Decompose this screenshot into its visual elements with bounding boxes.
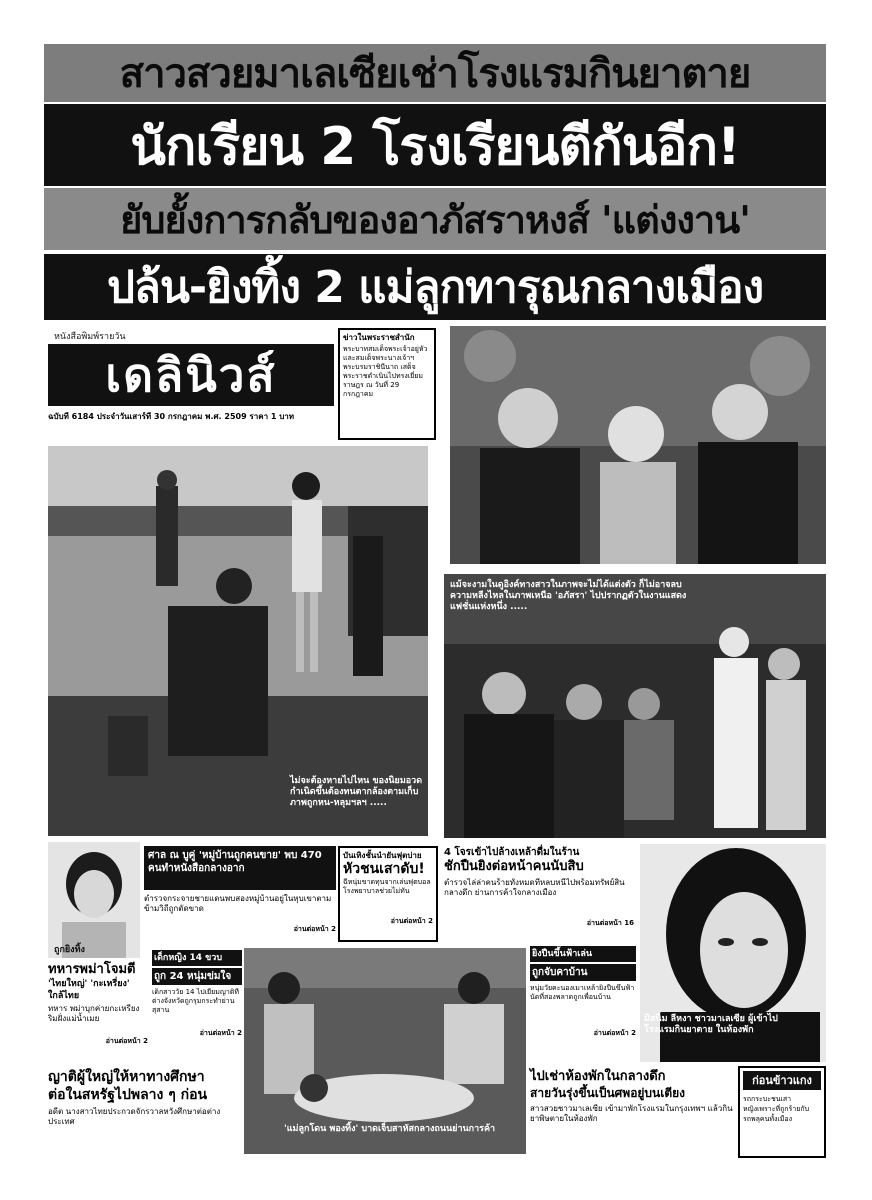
royal-photo [450,326,826,564]
story-soldier-see-more[interactable]: อ่านต่อหน้า 2 [105,1037,148,1045]
story-football-see-more[interactable]: อ่านต่อหน้า 2 [390,917,433,925]
story-soldier-title: ทหารพม่าโจมตี [48,962,136,977]
woman-portrait-caption: ถูกยิงทิ้ง [54,945,85,955]
story-football-title-top: บันเทิงชั้นนำยันฟุตบ่าย [343,851,422,860]
story-hotel-title-1: ไปเช่าห้องพักในกลางดึก [530,1069,666,1084]
fashion-photo-image [444,574,826,838]
story-football [338,846,438,942]
story-hotel-title-2: สายวันรุ่งขึ้นเป็นศพอยู่บนเตียง [530,1086,686,1100]
index-item-3[interactable]: รถพลุคนทั้งเมือง [743,1115,793,1123]
index-item-2[interactable]: หญิงเพราะที่ถูกร้ายกับ [743,1105,810,1113]
story-gun-see-more[interactable]: อ่านต่อหน้า 2 [593,1029,636,1037]
accident-caption: 'แม่ลูกโดน พองทิ้ง' บาดเจ็บสาหัสกลางถนนย่านการค้า [284,1124,496,1134]
headline-1: สาวสวยมาเลเซียเช่าโรงแรมกินยาตาย [44,44,826,102]
masthead-name: เดลินิวส์ [48,344,334,406]
headline-2: นักเรียน 2 โรงเรียนตีกันอีก! [44,104,826,186]
story-education-title-2: ต่อในสหรัฐไปพลาง ๆ ก่อน [48,1087,208,1103]
headline-3: ยับยั้งการกลับของอาภัสราหงส์ 'แต่งงาน' [44,188,826,250]
index-box [738,1066,826,1158]
story-soldier [48,962,148,1062]
malaysian-woman-portrait [640,844,826,1062]
royal-news-title: ข่าวในพระราชสำนัก [343,333,415,342]
story-robbery-title-top: 4 โจรเข้าไปล้างเหล้าดื่มในร้าน [444,847,580,858]
fashion-photo [444,574,826,838]
index-item-1[interactable]: รถกระบะชนเสา [743,1095,792,1103]
story-robbery-title: ชักปืนยิงต่อหน้าคนนับสิบ [444,859,584,874]
story-girl-tag: เด็กหญิง 14 ขวบ [152,950,242,966]
story-gun-title-2: ถูกจับคาบ้าน [530,964,636,981]
woman-portrait-image [48,842,140,958]
story-robbery [444,846,634,942]
story-football-body: ฉี่หนุ่มขาดทุนจากเล่นฟุตบอล โรงพยาบาลช่วยไม่ทัน [343,878,431,895]
fashion-caption: แม้จะงามในดูอิงค์ทางสาวในภาพจะไม่ได้แต่งตัว ก็ไม่อาจลบความหลีงไหลในภาพเหนือ 'อภัสรา' ไปปรากฏตัวในงานแสดงแฟชั่นแห่งหนึ่ง ..... [450,580,687,612]
accident-photo [244,948,526,1154]
story-girl-see-more[interactable]: อ่านต่อหน้า 2 [199,1029,242,1037]
story-hotel-body: สาวสวยชาวมาเลเซีย เข้ามาพักโรงแรมในกรุงเทพฯ แล้วกินยาพิษตายในห้องพัก [530,1104,733,1123]
story-robbery-see-more[interactable]: อ่านต่อหน้า 16 [586,919,634,927]
street-photo [48,446,428,836]
masthead-tagline: หนังสือพิมพ์รายวัน [54,332,126,342]
story-villagers [144,846,336,940]
story-education [48,1068,240,1158]
story-robbery-body: ตำรวจไล่ล่าคนร้ายทั้งหมดที่หลบหนีไปพร้อมทรัพย์สิน กลางดึก ย่านการค้าใจกลางเมือง [444,878,625,897]
story-education-title-1: ญาติผู้ใหญ่ให้หาทางศึกษา [48,1069,205,1085]
masthead-issue-line: ฉบับที่ 6184 ประจำวันเสาร์ที่ 30 กรกฎาคม พ.ศ. 2509 ราคา 1 บาท [48,412,295,421]
woman-portrait [48,842,140,958]
story-education-body: อดีต นางสาวไทยประกวดจักรวาลหวังศึกษาต่อต่างประเทศ [48,1107,221,1126]
royal-news-box [338,328,436,440]
story-hotel [530,1068,734,1158]
story-soldier-body: ทหาร พม่าบุกค่ายกะเหรี่ยง ริมฝั่งแม่น้ำเมย [48,1004,140,1023]
royal-photo-image [450,326,826,564]
story-villagers-title: ศาล ณ บูคู่ 'หมู่บ้านถูกคนขาย' พบ 470 คนทำหนังสือกลางอาก [144,846,336,890]
index-title: ก่อนข้าวแกง [743,1071,821,1090]
story-gun [530,946,636,1062]
story-girl-body: เด็กสาววัย 14 ไปเยี่ยมญาติที่ต่างจังหวัดถูกรุมกระทำย่านสุสาน [152,988,239,1014]
story-football-title: หัวชนเสาดับ! [343,861,425,877]
story-villagers-body: ตำรวจกระจายชายแดนพบสองหมู่บ้านอยู่ในหุบเขาตามข้ามวิถีถูกตัดขาด [144,894,332,913]
story-soldier-sub: 'ไทยใหญ่' 'กะเหรี่ยง' ใกล้ไทย [48,979,130,1001]
royal-news-body: พระบาทสมเด็จพระเจ้าอยู่หัว และสมเด็จพระนางเจ้าฯ พระบรมราชินีนาถ เสด็จพระราชดำเนินไปทรงเยี่ยมราษฎร ณ วันที่ 29 กรกฎาคม [343,345,428,398]
story-girl-title: ถูก 24 หนุ่มข่มใจ [152,968,242,985]
masthead [48,330,334,440]
malaysian-woman-caption: มิสนิ่ม ลีหงา ชาวมาเลเซีย ผู้เข้าไปโรงแรมกินยาตาย ในห้องพัก [644,1014,778,1035]
street-caption: ไม่จะต้องหายไปไหน ของนิยมอวดกำเนิดขึ้นต้องทนตากล้องตามเก็บภาพถูกหน-หลุมฯลฯ ..... [290,776,423,808]
story-gun-body: หนุ่มวัยคะนองเมาเหล้ายิงปืนขึ้นฟ้า นัดที่สองพลาดถูกเพื่อนบ้าน [530,984,635,1001]
headline-4: ปล้น-ยิงทิ้ง 2 แม่ลูกทารุณกลางเมือง [44,254,826,320]
story-girl [152,950,242,1060]
story-villagers-see-more[interactable]: อ่านต่อหน้า 2 [293,925,336,933]
story-gun-title: ยิงปืนขึ้นฟ้าเล่น [530,946,636,962]
